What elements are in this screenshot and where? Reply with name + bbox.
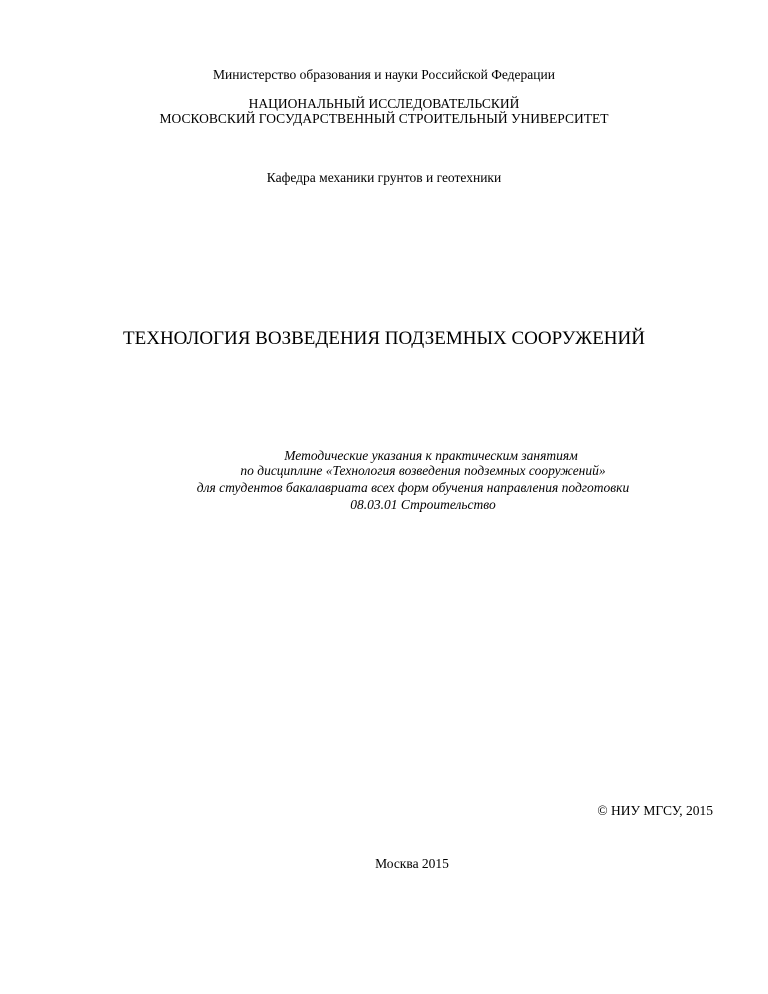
ministry-name: Министерство образования и науки Российской Федерации (213, 67, 555, 82)
university-name-line-2: МОСКОВСКИЙ ГОСУДАРСТВЕННЫЙ СТРОИТЕЛЬНЫЙ УНИВЕРСИТЕТ (159, 111, 609, 126)
description-line-3: для студентов бакалавриата всех форм обучения направления подготовки (196, 480, 630, 495)
document-title: ТЕХНОЛОГИЯ ВОЗВЕДЕНИЯ ПОДЗЕМНЫХ СООРУЖЕНИЙ (123, 328, 645, 349)
department-name: Кафедра механики грунтов и геотехники (266, 170, 502, 185)
description-line-4: 08.03.01 Строительство (350, 497, 496, 512)
copyright-notice: © НИУ МГСУ, 2015 (597, 803, 713, 818)
description-line-1: Методические указания к практическим занятиям (284, 448, 578, 463)
description-line-2: по дисциплине «Технология возведения подземных сооружений» (240, 463, 606, 478)
university-name-line-1: НАЦИОНАЛЬНЫЙ ИССЛЕДОВАТЕЛЬСКИЙ (248, 96, 520, 111)
city-year: Москва 2015 (375, 856, 449, 871)
